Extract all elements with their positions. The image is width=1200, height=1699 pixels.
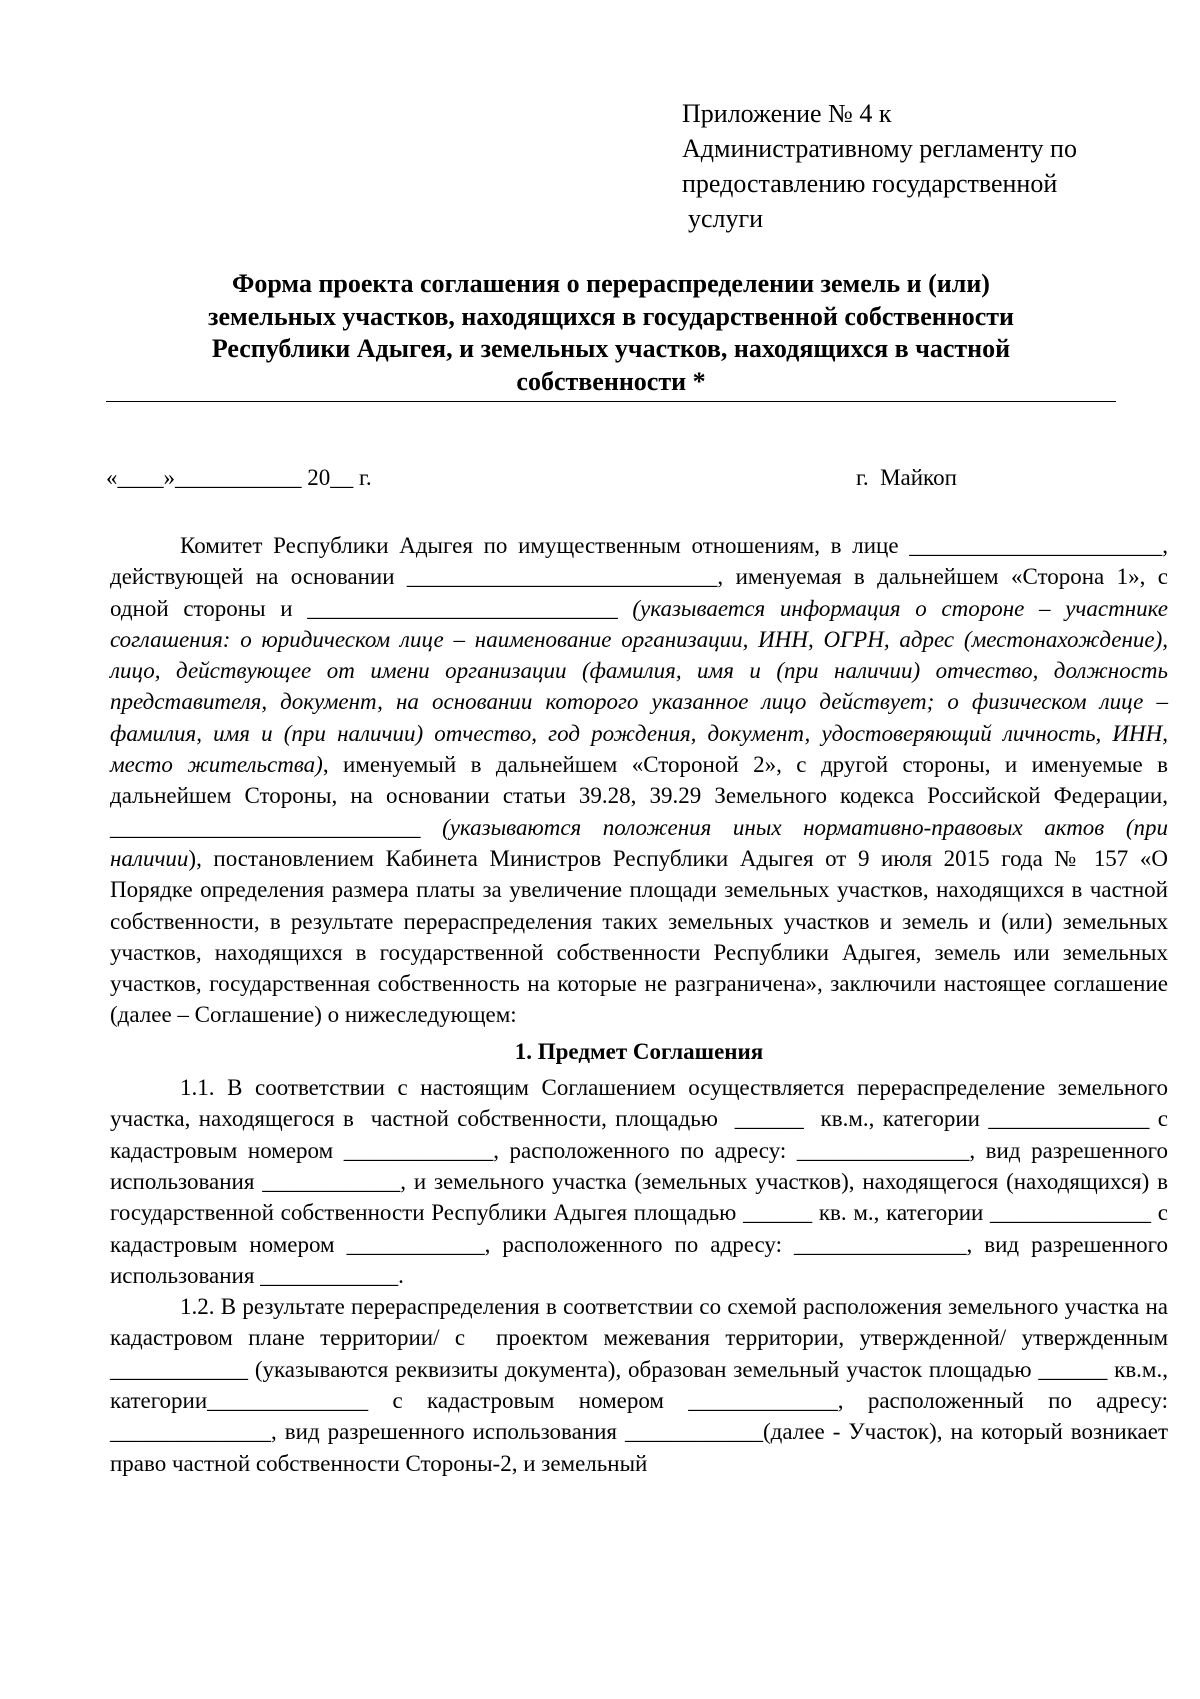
preamble-text: , именуемый в дальнейшем «Стороной 2», с другой стороны, и именуемые в дальнейшем Стороны, на основании статьи 39.28, 39.29 Земельного кодекса Российской Федерации, ___________________________ [110, 752, 1174, 840]
preamble-italic-note: (указывается информация о стороне – участнике соглашения: о юридическом лице – наименование организации, ИНН, ОГРН, адрес (местонахождение), лицо, действующее от имени организации (фамилия, имя и (при наличии) отчество, должность представителя, документ, на основании которого указанное лицо действует; о физическом лице – фамилия, имя и (при наличии) отчество, год рождения, документ, удостоверяющий личность, ИНН, место жительства) [110, 595, 1174, 778]
appendix-line: услуги [688, 204, 764, 233]
title-line: собственности * [516, 366, 706, 396]
preamble-paragraph [110, 530, 1174, 1031]
appendix-note [682, 96, 1077, 236]
clause-1-1: 1.1. В соответствии с настоящим Соглашением осуществляется перераспределение земельного участка, находящегося в частной собственности, площадью ______ кв.м., категории ______________ с кадастровым номером _____________, расположенного по адресу: _______________, вид разрешенного использования ____________, и земельного участка (земельных участков), находящегося (находящихся) в государственной собственности Республики Адыгея площадью ______ кв. м., категории ______________ с кадастровым номером ____________, расположенного по адресу: _______________, вид разрешенного использования ____________. [110, 1075, 1191, 1288]
preamble-italic-note: (указываются положения иных нормативно-правовых актов (при наличии [110, 814, 1174, 871]
city-name: г. Майкоп [856, 465, 957, 490]
section-heading: 1. Предмет Соглашения [514, 1038, 764, 1064]
title-line: Республики Адыгея, и земельных участков, находящихся в частной [211, 334, 1011, 363]
title-line: земельных участков, находящихся в государственной собственности [208, 301, 1014, 331]
date-city-line [106, 465, 1116, 497]
preamble-text: ), постановлением Кабинета Министров Республики Адыгея от 9 июля 2015 года № 157 «О Порядке определения размера платы за увеличение площади земельных участков, находящихся в частной собственности, в результате перераспределения таких земельных участков и земель и (или) земельных участков, находящихся в государственной собственности Республики Адыгея, земель или земельных участков, государственная собственность на которые не разграничена», заключили настоящее соглашение (далее – Соглашение) о нижеследующем: [110, 845, 1174, 1028]
appendix-line: Приложение № 4 к [682, 99, 892, 128]
document-body [110, 530, 1191, 1479]
title-underline [106, 401, 1116, 402]
appendix-line: предоставлению государственной [682, 169, 1058, 198]
preamble-text: Комитет Республики Адыгея по имущественным отношениям, в лице ______________________, действующей на основании ___________________________, именуемая в дальнейшем «Сторона 1», с одной стороны и ___________________________ [110, 533, 1174, 621]
title-line: Форма проекта соглашения о перераспределении земель и (или) [232, 269, 990, 298]
appendix-line: Административному регламенту по [682, 134, 1077, 163]
date-field: «____»___________ 20__ г. [106, 465, 372, 490]
clause-1-2: 1.2. В результате перераспределения в соответствии со схемой расположения земельного участка на кадастровом плане территории/ с проектом межевания территории, утвержденной/ утвержденным ____________ (указываются реквизиты документа), образован земельный участок площадью ______ кв.м., категории______________ с кадастровым номером _____________, расположенный по адресу: ______________, вид разрешенного использования ____________(далее - Участок), на который возникает право частной собственности Стороны-2, и земельный [110, 1294, 1180, 1476]
document-title [106, 268, 1116, 398]
